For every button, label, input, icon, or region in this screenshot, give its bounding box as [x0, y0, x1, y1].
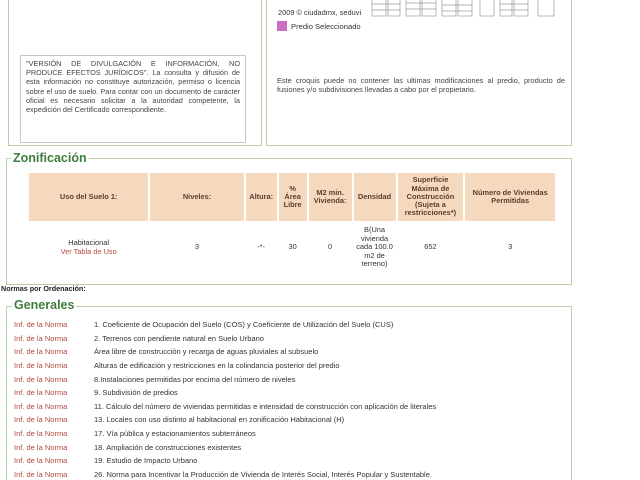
- list-item: [14, 386, 564, 400]
- cell-m2-min: 0: [328, 242, 333, 252]
- cell-altura: -*-: [257, 242, 266, 252]
- cell-viviendas: 3: [508, 242, 513, 252]
- norm-title: 1. Coeficiente de Ocupación del Suelo (COS) y Coeficiente de Utilización del Suelo (CUS): [94, 320, 394, 330]
- norm-title: 2. Terrenos con pendiente natural en Suelo Urbano: [94, 333, 264, 343]
- legal-notice: "VERSIÓN DE DIVULGACIÓN E INFORMACIÓN, NO PRODUCE EFECTOS JURÍDICOS". La consulta y difusión de esta información no constituye autorización, permiso o licencia sobre el uso de suelo. Para contar con un documento de carácter oficial es necesario solicitar a la autoridad competente, la expedición del Certificado correspondiente.: [20, 55, 246, 143]
- norm-list: [14, 318, 564, 480]
- zonificacion-title: Zonificación: [13, 151, 87, 165]
- norm-info-link[interactable]: Inf. de la Norma: [14, 429, 68, 439]
- list-item: [14, 468, 564, 480]
- header-densidad: Densidad: [353, 172, 397, 222]
- zonificacion-table: [27, 171, 557, 272]
- map-legend: [277, 21, 361, 31]
- norm-info-link[interactable]: Inf. de la Norma: [14, 442, 68, 452]
- header-m2-min: M2 min. Vivienda:: [308, 172, 353, 222]
- header-altura: Altura:: [245, 172, 278, 222]
- norm-title: 18. Ampliación de construcciones existentes: [94, 442, 242, 452]
- list-item: [14, 427, 564, 441]
- norm-info-link[interactable]: Inf. de la Norma: [14, 415, 68, 425]
- cell-niveles: 3: [194, 242, 200, 252]
- norm-info-link[interactable]: Inf. de la Norma: [14, 361, 68, 371]
- cell-area-libre: 30: [288, 242, 297, 252]
- list-item: [14, 345, 564, 359]
- cell-uso: [28, 222, 149, 272]
- norm-title: 13. Locales con uso distinto al habitacional en zonificación Habitacional (H): [94, 415, 345, 425]
- list-item: [14, 318, 564, 332]
- legend-label: Predio Seleccionado: [291, 21, 361, 31]
- norm-info-link[interactable]: Inf. de la Norma: [14, 469, 68, 479]
- norm-title: Área libre de construcción y recarga de aguas pluviales al subsuelo: [94, 347, 319, 357]
- norm-title: 11. Cálculo del número de viviendas permitidas e intensidad de construcción con aplicación de literales: [94, 401, 437, 411]
- header-viviendas: Número de Viviendas Permitidas: [464, 172, 556, 222]
- norm-info-link[interactable]: Inf. de la Norma: [14, 333, 68, 343]
- map-credit: 2009 © ciudadmx, seduvi: [278, 8, 362, 17]
- header-uso: Uso del Suelo 1:: [28, 172, 149, 222]
- header-niveles: Niveles:: [149, 172, 244, 222]
- list-item: [14, 454, 564, 468]
- norm-info-link[interactable]: Inf. de la Norma: [14, 401, 68, 411]
- norm-title: 17. Vía pública y estacionamientos subterráneos: [94, 429, 256, 439]
- norm-title: 8.Instalaciones permitidas por encima del número de niveles: [94, 374, 296, 384]
- list-item: [14, 413, 564, 427]
- list-item: [14, 372, 564, 386]
- norm-info-link[interactable]: Inf. de la Norma: [14, 374, 68, 384]
- cell-superficie: 652: [424, 242, 437, 252]
- norm-title: 19. Estudio de Impacto Urbano: [94, 456, 198, 466]
- header-area-libre: % Área Libre: [278, 172, 308, 222]
- header-superficie: Superficie Máxima de Construcción (Sujeta a restricciones*): [397, 172, 465, 222]
- croquis-note: Este croquis puede no contener las ultimas modificaciones al predio, producto de fusiones y/o subdivisiones llevadas a cabo por el propietario.: [277, 76, 565, 95]
- normas-label: Normas por Ordenación:: [1, 284, 86, 293]
- selected-lot-swatch: [277, 21, 287, 31]
- cell-densidad: B(Una vivienda cada 100.0 m2 de terreno): [356, 225, 393, 269]
- norm-title: 9. Subdivisión de predios: [94, 388, 178, 398]
- norm-title: Alturas de edificación y restricciones en la colindancia posterior del predio: [94, 361, 340, 371]
- list-item: [14, 332, 564, 346]
- norm-info-link[interactable]: Inf. de la Norma: [14, 388, 68, 398]
- list-item: [14, 359, 564, 373]
- generales-title: Generales: [14, 298, 75, 312]
- uso-value: Habitacional: [68, 238, 109, 248]
- norm-info-link[interactable]: Inf. de la Norma: [14, 456, 68, 466]
- norm-title: 26. Norma para Incentivar la Producción de Vivienda de Interés Social, Interés Popular y Sustentable.: [94, 469, 432, 479]
- norm-info-link[interactable]: Inf. de la Norma: [14, 347, 68, 357]
- list-item: [14, 400, 564, 414]
- ver-tabla-de-uso-link[interactable]: Ver Tabla de Uso: [60, 246, 117, 256]
- table-row: [28, 222, 556, 272]
- list-item: [14, 440, 564, 454]
- norm-info-link[interactable]: Inf. de la Norma: [14, 320, 68, 330]
